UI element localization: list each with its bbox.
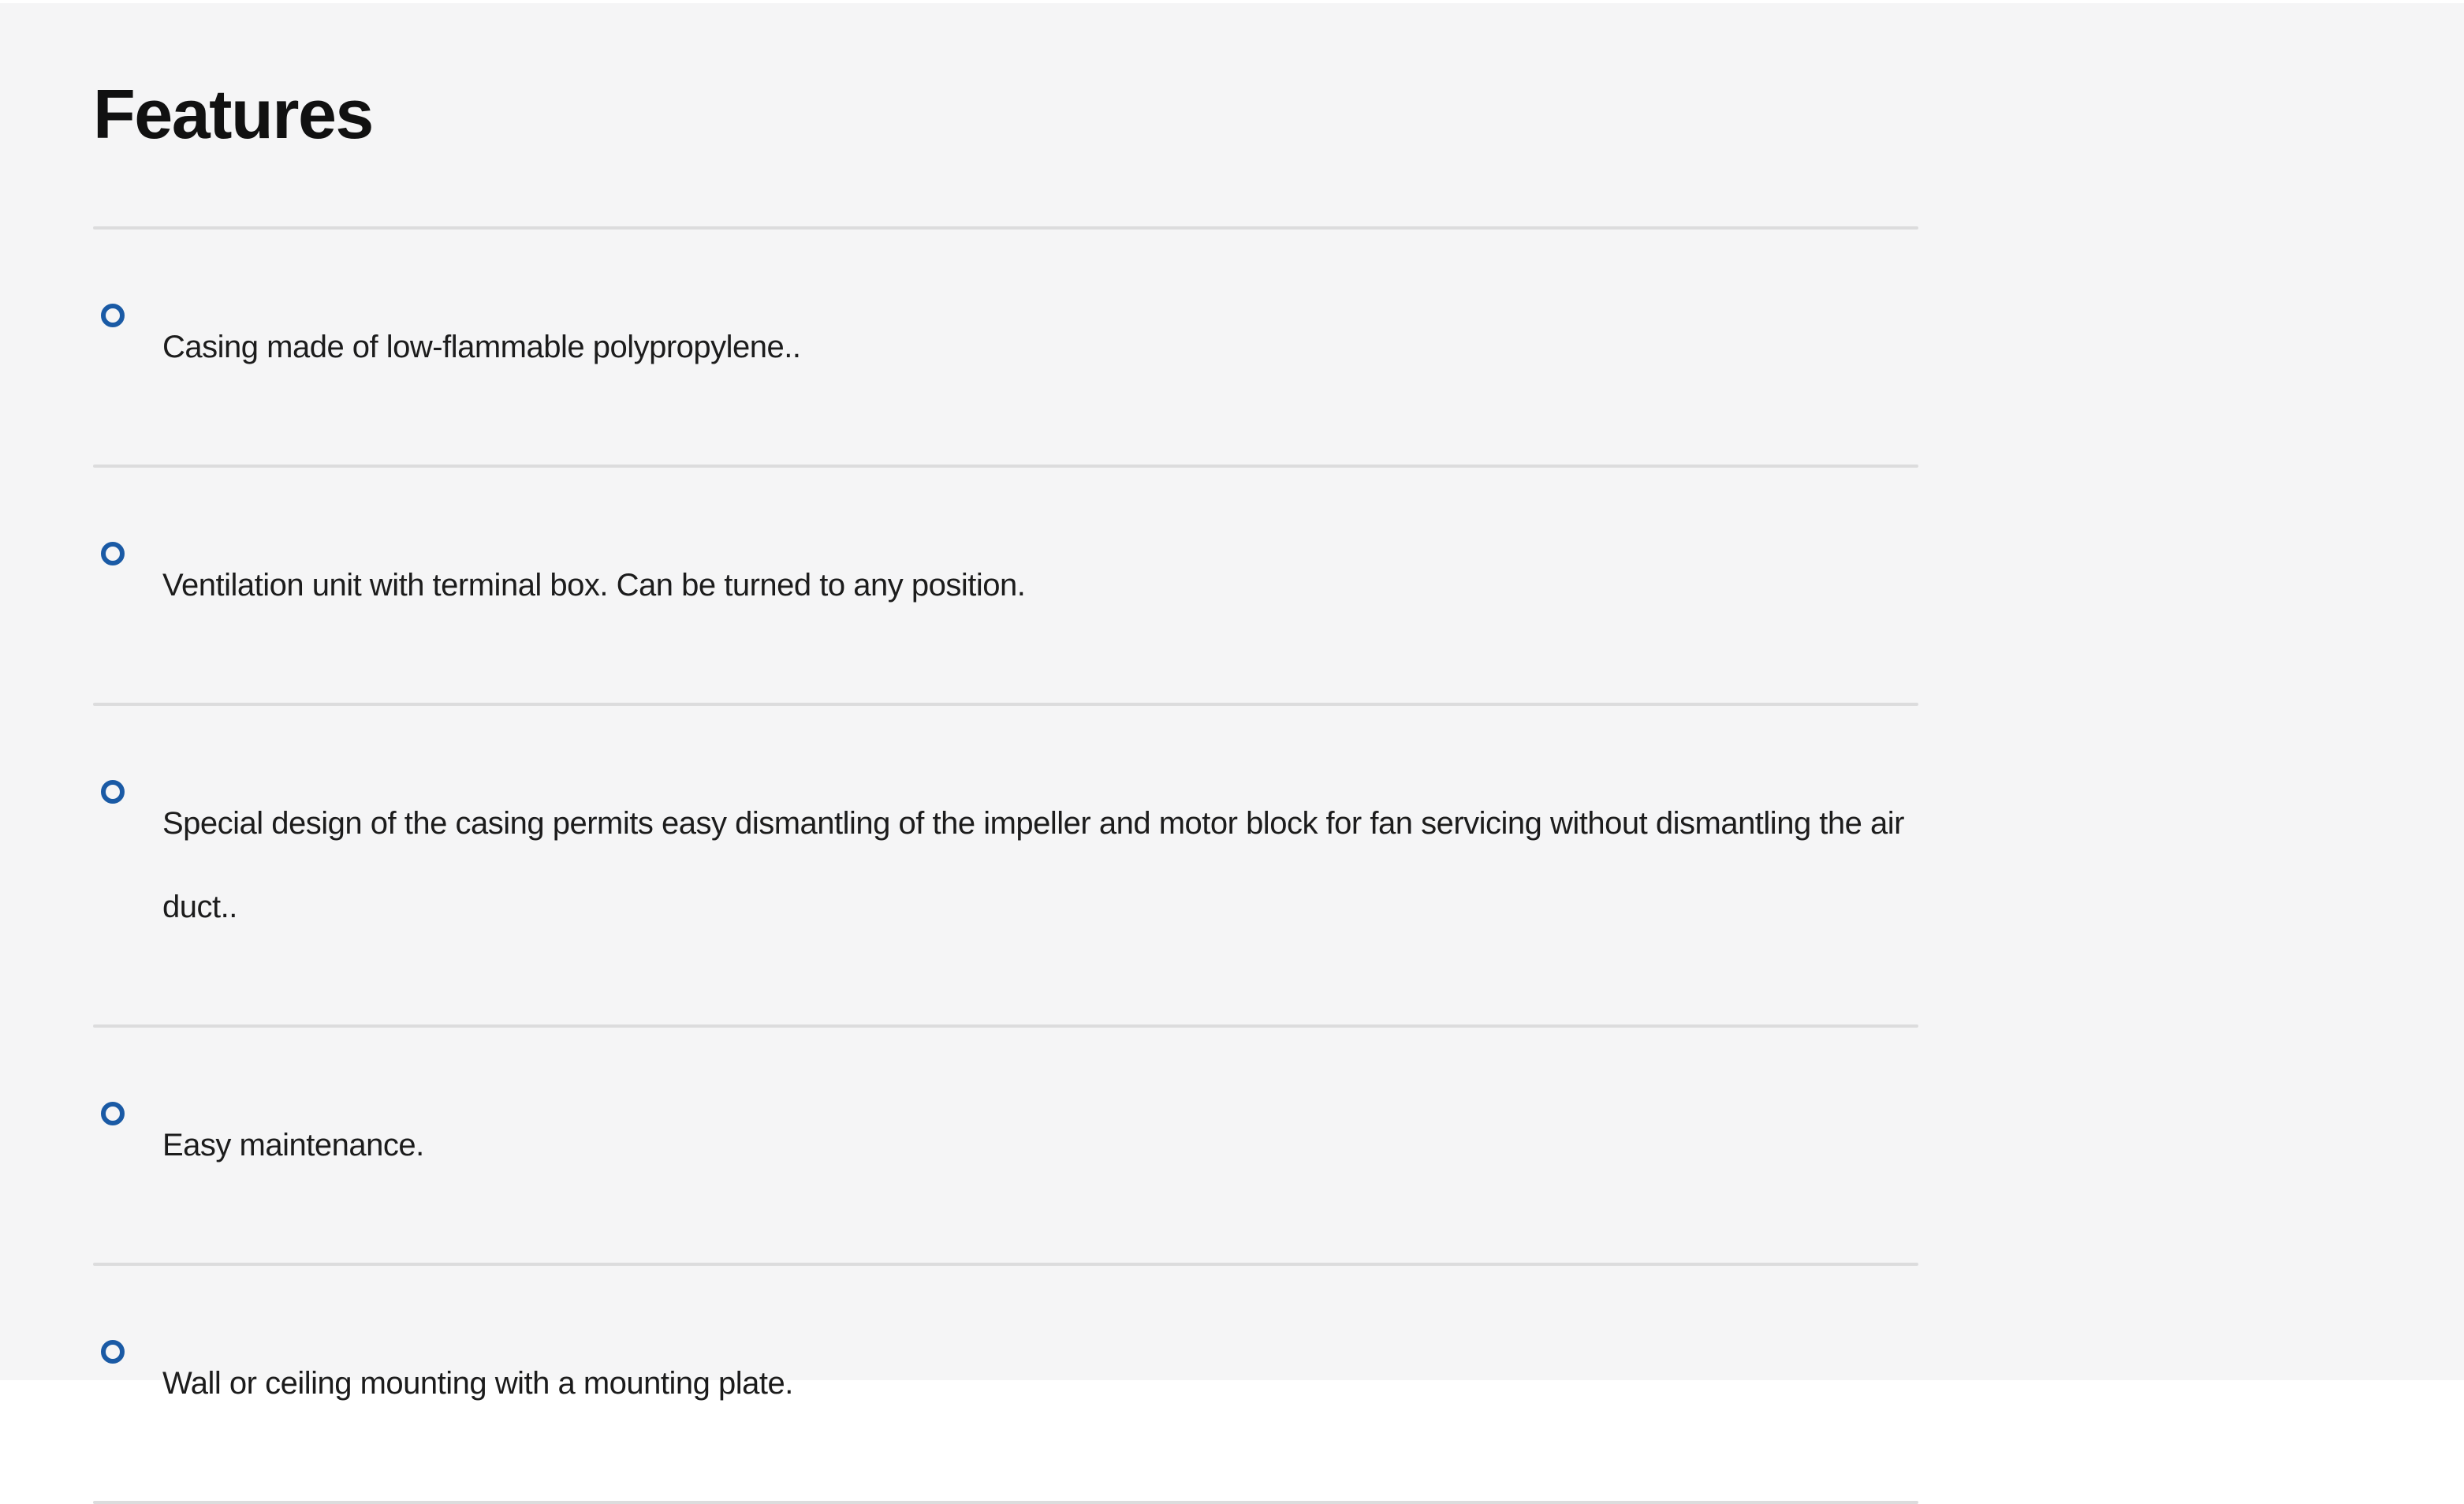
bullet-circle-icon <box>101 780 125 804</box>
divider <box>93 1501 1918 1504</box>
features-content <box>93 76 1918 1504</box>
bullet-circle-icon <box>101 1102 125 1125</box>
feature-item <box>93 468 1918 703</box>
feature-item-text: Wall or ceiling mounting with a mounting plate. <box>162 1365 793 1401</box>
bullet-circle-icon <box>101 1340 125 1364</box>
feature-item <box>93 1028 1918 1263</box>
feature-item-text: Special design of the casing permits easy dismantling of the impeller and motor block for fan servicing without dismantling the air duct.. <box>162 805 1904 924</box>
feature-item-text: Casing made of low-flammable polypropylene.. <box>162 329 801 364</box>
features-heading: Features <box>93 75 373 153</box>
feature-item <box>93 706 1918 1024</box>
bullet-circle-icon <box>101 542 125 565</box>
feature-item <box>93 230 1918 465</box>
feature-item-text: Easy maintenance. <box>162 1127 424 1163</box>
feature-item-text: Ventilation unit with terminal box. Can be turned to any position. <box>162 567 1026 603</box>
feature-item <box>93 1266 1918 1501</box>
bullet-circle-icon <box>101 304 125 327</box>
features-section <box>0 3 2464 1401</box>
